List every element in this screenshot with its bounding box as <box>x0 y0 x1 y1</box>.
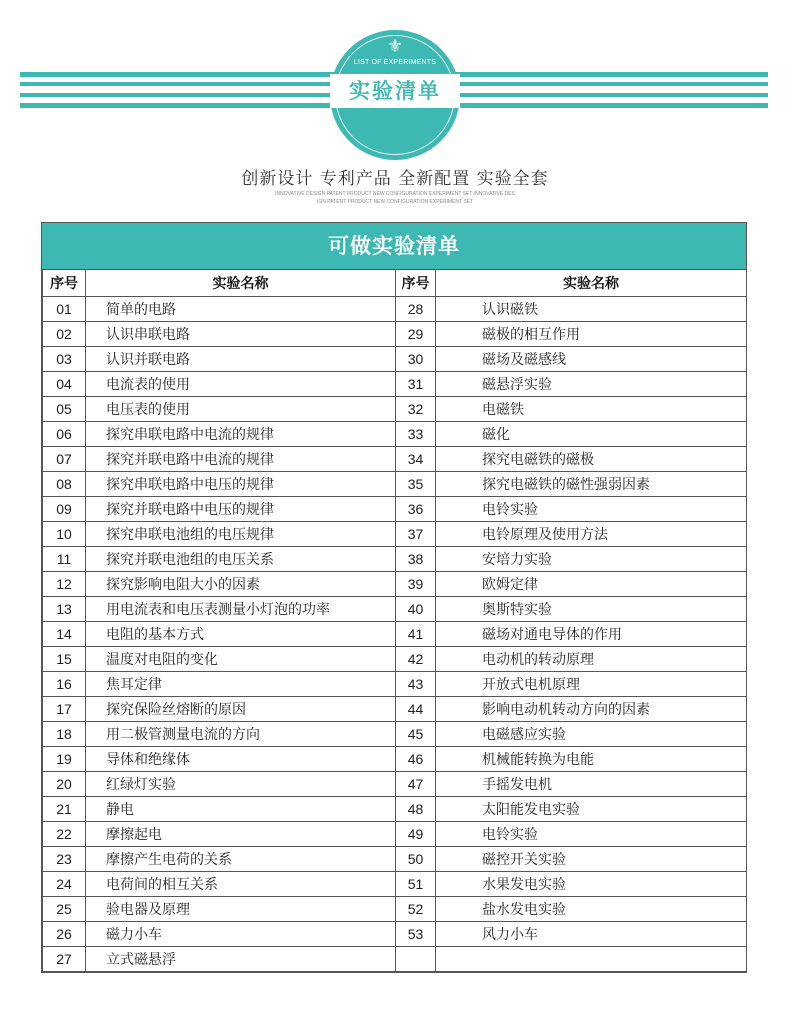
table-row <box>43 822 747 847</box>
experiment-name-left: 电阻的基本方式 <box>86 622 396 647</box>
header-name: 实验名称 <box>86 270 396 297</box>
experiment-name-right: 电铃实验 <box>436 497 747 522</box>
experiment-name-right: 电铃实验 <box>436 822 747 847</box>
row-number-right: 44 <box>396 697 436 722</box>
header-number: 序号 <box>396 270 436 297</box>
experiment-name-left: 验电器及原理 <box>86 897 396 922</box>
row-number-right: 30 <box>396 347 436 372</box>
row-number-left: 22 <box>43 822 86 847</box>
table-row <box>43 747 747 772</box>
row-number-left: 19 <box>43 747 86 772</box>
table-row <box>43 797 747 822</box>
row-number-right: 32 <box>396 397 436 422</box>
row-number-left: 10 <box>43 522 86 547</box>
table-row <box>43 472 747 497</box>
experiment-name-left: 认识并联电路 <box>86 347 396 372</box>
experiment-name-right: 磁悬浮实验 <box>436 372 747 397</box>
row-number-right: 28 <box>396 297 436 322</box>
table-row <box>43 772 747 797</box>
experiment-name-right: 磁极的相互作用 <box>436 322 747 347</box>
row-number-left: 18 <box>43 722 86 747</box>
experiment-name-left: 红绿灯实验 <box>86 772 396 797</box>
row-number-right: 47 <box>396 772 436 797</box>
experiment-name-right: 影响电动机转动方向的因素 <box>436 697 747 722</box>
experiment-name-right: 电动机的转动原理 <box>436 647 747 672</box>
experiment-name-left: 立式磁悬浮 <box>86 947 396 972</box>
row-number-right: 52 <box>396 897 436 922</box>
row-number-right: 34 <box>396 447 436 472</box>
table-row <box>43 322 747 347</box>
row-number-left: 20 <box>43 772 86 797</box>
row-number-left: 13 <box>43 597 86 622</box>
table-header-row <box>43 270 747 297</box>
experiment-name-right: 探究电磁铁的磁极 <box>436 447 747 472</box>
row-number-right: 46 <box>396 747 436 772</box>
row-number-left: 21 <box>43 797 86 822</box>
table-row <box>43 622 747 647</box>
table-row <box>43 697 747 722</box>
experiment-name-left: 导体和绝缘体 <box>86 747 396 772</box>
row-number-right: 45 <box>396 722 436 747</box>
experiment-name-right: 探究电磁铁的磁性强弱因素 <box>436 472 747 497</box>
row-number-left: 26 <box>43 922 86 947</box>
table-row <box>43 522 747 547</box>
table-row <box>43 497 747 522</box>
slogan-english-line: INNOVATIVE DESIGN PATENT PRODUCT NEW CONFIGURATION EXPERIMENT SET INNOVATIVE DES <box>275 191 515 197</box>
experiment-name-left: 摩擦产生电荷的关系 <box>86 847 396 872</box>
row-number-left: 05 <box>43 397 86 422</box>
row-number-right: 29 <box>396 322 436 347</box>
table-row <box>43 847 747 872</box>
experiment-name-left: 简单的电路 <box>86 297 396 322</box>
row-number-left: 23 <box>43 847 86 872</box>
row-number-right: 35 <box>396 472 436 497</box>
badge-subtitle: LIST OF EXPERIMENTS <box>353 59 437 66</box>
row-number-left: 24 <box>43 872 86 897</box>
row-number-left: 07 <box>43 447 86 472</box>
experiment-name-left: 探究并联电路中电流的规律 <box>86 447 396 472</box>
row-number-left: 17 <box>43 697 86 722</box>
experiment-name-right: 磁控开关实验 <box>436 847 747 872</box>
row-number-left: 02 <box>43 322 86 347</box>
table-row <box>43 897 747 922</box>
row-number-right: 37 <box>396 522 436 547</box>
header-number: 序号 <box>43 270 86 297</box>
row-number-left: 27 <box>43 947 86 972</box>
experiment-name-right: 手摇发电机 <box>436 772 747 797</box>
experiment-name-left: 焦耳定律 <box>86 672 396 697</box>
experiment-name-left: 探究串联电池组的电压规律 <box>86 522 396 547</box>
fleur-de-lis-icon: ⚜ <box>386 36 404 57</box>
table-row <box>43 597 747 622</box>
experiment-name-left: 摩擦起电 <box>86 822 396 847</box>
row-number-left: 16 <box>43 672 86 697</box>
experiment-name-right: 水果发电实验 <box>436 872 747 897</box>
experiment-name-left: 探究串联电路中电流的规律 <box>86 422 396 447</box>
row-number-left: 09 <box>43 497 86 522</box>
row-number-right: 40 <box>396 597 436 622</box>
row-number-left: 14 <box>43 622 86 647</box>
experiment-name-right: 电铃原理及使用方法 <box>436 522 747 547</box>
experiment-name-right: 认识磁铁 <box>436 297 747 322</box>
table-row <box>43 447 747 472</box>
row-number-left: 12 <box>43 572 86 597</box>
experiment-name-left: 用电流表和电压表测量小灯泡的功率 <box>86 597 396 622</box>
experiment-name-left: 探究保险丝熔断的原因 <box>86 697 396 722</box>
table-row <box>43 872 747 897</box>
experiment-name-left: 电荷间的相互关系 <box>86 872 396 897</box>
table-row <box>43 347 747 372</box>
experiment-name-left: 认识串联电路 <box>86 322 396 347</box>
slogan-english <box>250 190 540 206</box>
experiment-name-left: 磁力小车 <box>86 922 396 947</box>
experiment-name-left: 温度对电阻的变化 <box>86 647 396 672</box>
row-number-right: 38 <box>396 547 436 572</box>
row-number-left: 03 <box>43 347 86 372</box>
row-number-right: 33 <box>396 422 436 447</box>
table-row <box>43 397 747 422</box>
row-number-right: 43 <box>396 672 436 697</box>
row-number-right: 31 <box>396 372 436 397</box>
slogan-english-line: IGN PATENT PRODUCT NEW CONFIGURATION EXPERIMENT SET <box>316 199 474 205</box>
experiment-name-right: 磁化 <box>436 422 747 447</box>
table-row <box>43 372 747 397</box>
row-number-right <box>396 947 436 972</box>
row-number-right: 48 <box>396 797 436 822</box>
table-row <box>43 722 747 747</box>
row-number-left: 15 <box>43 647 86 672</box>
experiment-name-right: 盐水发电实验 <box>436 897 747 922</box>
row-number-left: 01 <box>43 297 86 322</box>
row-number-left: 08 <box>43 472 86 497</box>
table-title: 可做实验清单 <box>42 223 746 269</box>
experiment-name-right: 电磁感应实验 <box>436 722 747 747</box>
experiment-name-right: 电磁铁 <box>436 397 747 422</box>
experiment-name-left: 探究影响电阻大小的因素 <box>86 572 396 597</box>
row-number-right: 53 <box>396 922 436 947</box>
experiment-table <box>41 222 747 973</box>
experiment-name-left: 用二极管测量电流的方向 <box>86 722 396 747</box>
experiment-name-right <box>436 947 747 972</box>
experiment-name-right: 开放式电机原理 <box>436 672 747 697</box>
experiment-name-left: 电流表的使用 <box>86 372 396 397</box>
table-row <box>43 297 747 322</box>
experiment-name-right: 机械能转换为电能 <box>436 747 747 772</box>
row-number-right: 51 <box>396 872 436 897</box>
experiment-name-left: 静电 <box>86 797 396 822</box>
row-number-left: 04 <box>43 372 86 397</box>
row-number-right: 39 <box>396 572 436 597</box>
row-number-right: 41 <box>396 622 436 647</box>
table-row <box>43 947 747 972</box>
experiment-name-left: 电压表的使用 <box>86 397 396 422</box>
row-number-left: 11 <box>43 547 86 572</box>
experiment-name-right: 太阳能发电实验 <box>436 797 747 822</box>
row-number-left: 25 <box>43 897 86 922</box>
experiment-name-left: 探究串联电路中电压的规律 <box>86 472 396 497</box>
row-number-left: 06 <box>43 422 86 447</box>
table-row <box>43 647 747 672</box>
row-number-right: 36 <box>396 497 436 522</box>
experiment-name-right: 安培力实验 <box>436 547 747 572</box>
experiment-name-right: 欧姆定律 <box>436 572 747 597</box>
experiment-name-left: 探究并联电路中电压的规律 <box>86 497 396 522</box>
experiment-name-right: 奥斯特实验 <box>436 597 747 622</box>
experiment-name-right: 磁场对通电导体的作用 <box>436 622 747 647</box>
header-name: 实验名称 <box>436 270 747 297</box>
table-row <box>43 547 747 572</box>
table-row <box>43 572 747 597</box>
experiment-name-right: 风力小车 <box>436 922 747 947</box>
experiment-list <box>42 269 747 972</box>
row-number-right: 49 <box>396 822 436 847</box>
experiment-name-right: 磁场及磁感线 <box>436 347 747 372</box>
header-banner <box>0 0 790 160</box>
experiment-name-left: 探究并联电池组的电压关系 <box>86 547 396 572</box>
row-number-right: 42 <box>396 647 436 672</box>
table-row <box>43 672 747 697</box>
table-row <box>43 922 747 947</box>
badge-title: 实验清单 <box>349 79 441 103</box>
row-number-right: 50 <box>396 847 436 872</box>
slogan: 创新设计 专利产品 全新配置 实验全套 <box>241 169 549 189</box>
table-row <box>43 422 747 447</box>
